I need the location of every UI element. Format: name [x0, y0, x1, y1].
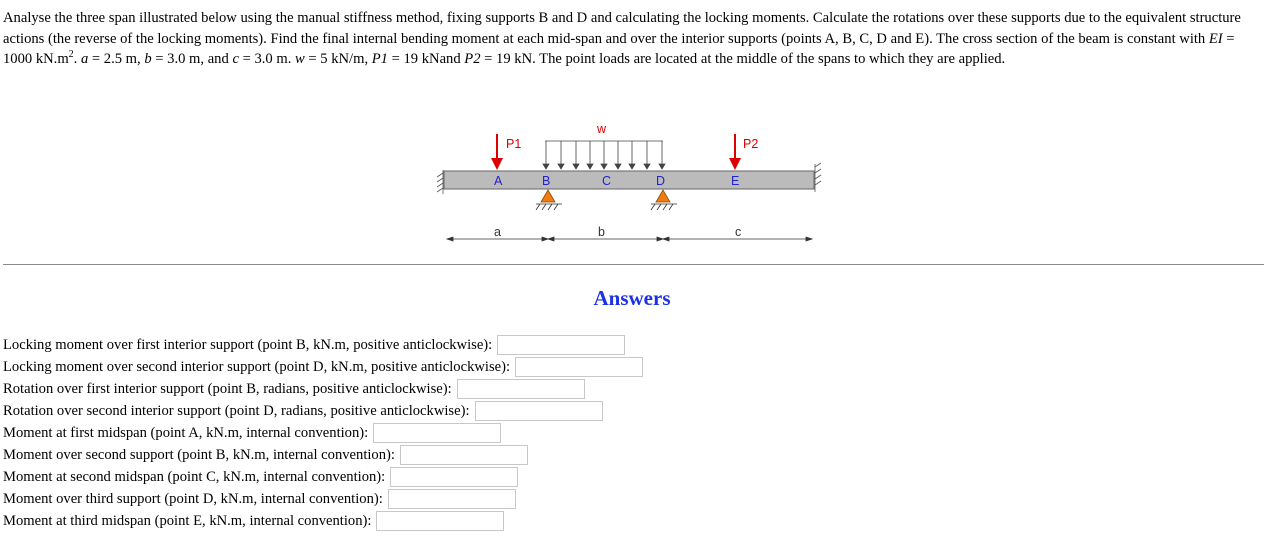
- answer-row-rotation-b: [3, 378, 585, 400]
- problem-p1-symbol: P1: [371, 51, 388, 67]
- answer-label: Locking moment over second interior support (point D, kN.m, positive anticlockwise):: [3, 358, 511, 375]
- problem-text-4: = 2.5 m,: [88, 51, 145, 67]
- problem-b-symbol: b: [144, 51, 152, 67]
- rotation-d-input[interactable]: [475, 401, 603, 421]
- span-a-label: a: [494, 225, 501, 239]
- p2-label: P2: [743, 137, 759, 151]
- problem-p2-symbol: P2: [464, 51, 481, 67]
- problem-text-2: = 1000 kN.m: [3, 30, 1235, 67]
- point-d-label: D: [656, 174, 666, 188]
- problem-text-9: = 19 kN. The point loads are located at the middle of the spans to which they are applied.: [480, 51, 1006, 67]
- answer-row-moment-a: [3, 422, 501, 444]
- point-a-label: A: [494, 174, 503, 188]
- beam-diagram: [430, 118, 830, 248]
- moment-d-input[interactable]: [388, 489, 516, 509]
- p1-label: P1: [506, 137, 522, 151]
- problem-text-7: = 5 kN/m,: [304, 51, 372, 67]
- problem-a-symbol: a: [80, 51, 89, 67]
- answer-row-rotation-d: [3, 400, 603, 422]
- answer-row-moment-e: [3, 510, 504, 532]
- answer-label: Rotation over second interior support (point D, radians, positive anticlockwise):: [3, 402, 470, 419]
- answer-row-moment-c: [3, 466, 518, 488]
- point-c-label: C: [602, 174, 612, 188]
- problem-ei-symbol: EI: [1208, 30, 1223, 47]
- section-divider: [3, 264, 1264, 265]
- distributed-load-w: [543, 141, 665, 169]
- support-b: [536, 190, 562, 210]
- left-fixed-wall-hatch: [437, 170, 443, 194]
- answer-row-locking-moment-b: [3, 334, 625, 356]
- problem-exponent: 2: [68, 49, 74, 61]
- span-c-label: c: [735, 225, 742, 239]
- moment-b-input[interactable]: [400, 445, 528, 465]
- p1-arrow: [491, 134, 503, 170]
- answer-label: Moment over second support (point B, kN.m, internal convention):: [3, 446, 395, 463]
- point-e-label: E: [731, 174, 740, 188]
- answer-label: Moment at first midspan (point A, kN.m, internal convention):: [3, 424, 369, 441]
- answer-label: Rotation over first interior support (point B, radians, positive anticlockwise):: [3, 380, 452, 397]
- span-dimension-lines: [447, 237, 812, 241]
- problem-text-6: = 3.0 m.: [238, 51, 295, 67]
- problem-text-1: Analyse the three span illustrated below using the manual stiffness method, fixing supports B and D and calculating the locking moments. Calculate the rotations over these supports due to the equivalent structure actions (the reverse of the locking moments). Find the final internal bending moment at each mid-span and over the interior supports (points A, B, C, D and E). The cross section of the beam is constant with: [3, 10, 1241, 47]
- point-b-label: B: [542, 174, 551, 188]
- answer-row-locking-moment-d: [3, 356, 643, 378]
- problem-text-8: = 19 kNand: [387, 51, 465, 67]
- answer-label: Moment at second midspan (point C, kN.m, internal convention):: [3, 468, 386, 485]
- answer-label: Moment at third midspan (point E, kN.m, internal convention):: [3, 512, 372, 529]
- answers-heading: Answers: [593, 286, 671, 310]
- p2-arrow: [729, 134, 741, 170]
- answer-label: Moment over third support (point D, kN.m, internal convention):: [3, 490, 383, 507]
- problem-text-5: = 3.0 m, and: [151, 51, 233, 67]
- support-d: [651, 190, 677, 210]
- locking-moment-b-input[interactable]: [497, 335, 625, 355]
- span-b-label: b: [598, 225, 605, 239]
- problem-w-symbol: w: [295, 51, 305, 67]
- right-fixed-wall-hatch: [815, 163, 821, 192]
- locking-moment-d-input[interactable]: [515, 357, 643, 377]
- moment-c-input[interactable]: [390, 467, 518, 487]
- moment-e-input[interactable]: [376, 511, 504, 531]
- w-load-label: w: [597, 122, 607, 136]
- moment-a-input[interactable]: [373, 423, 501, 443]
- answer-row-moment-b: [3, 444, 528, 466]
- problem-c-symbol: c: [232, 51, 239, 67]
- problem-statement: [3, 8, 1261, 70]
- rotation-b-input[interactable]: [457, 379, 585, 399]
- answer-label: Locking moment over first interior support (point B, kN.m, positive anticlockwise):: [3, 336, 493, 353]
- problem-text-3: .: [73, 51, 81, 67]
- answer-row-moment-d: [3, 488, 516, 510]
